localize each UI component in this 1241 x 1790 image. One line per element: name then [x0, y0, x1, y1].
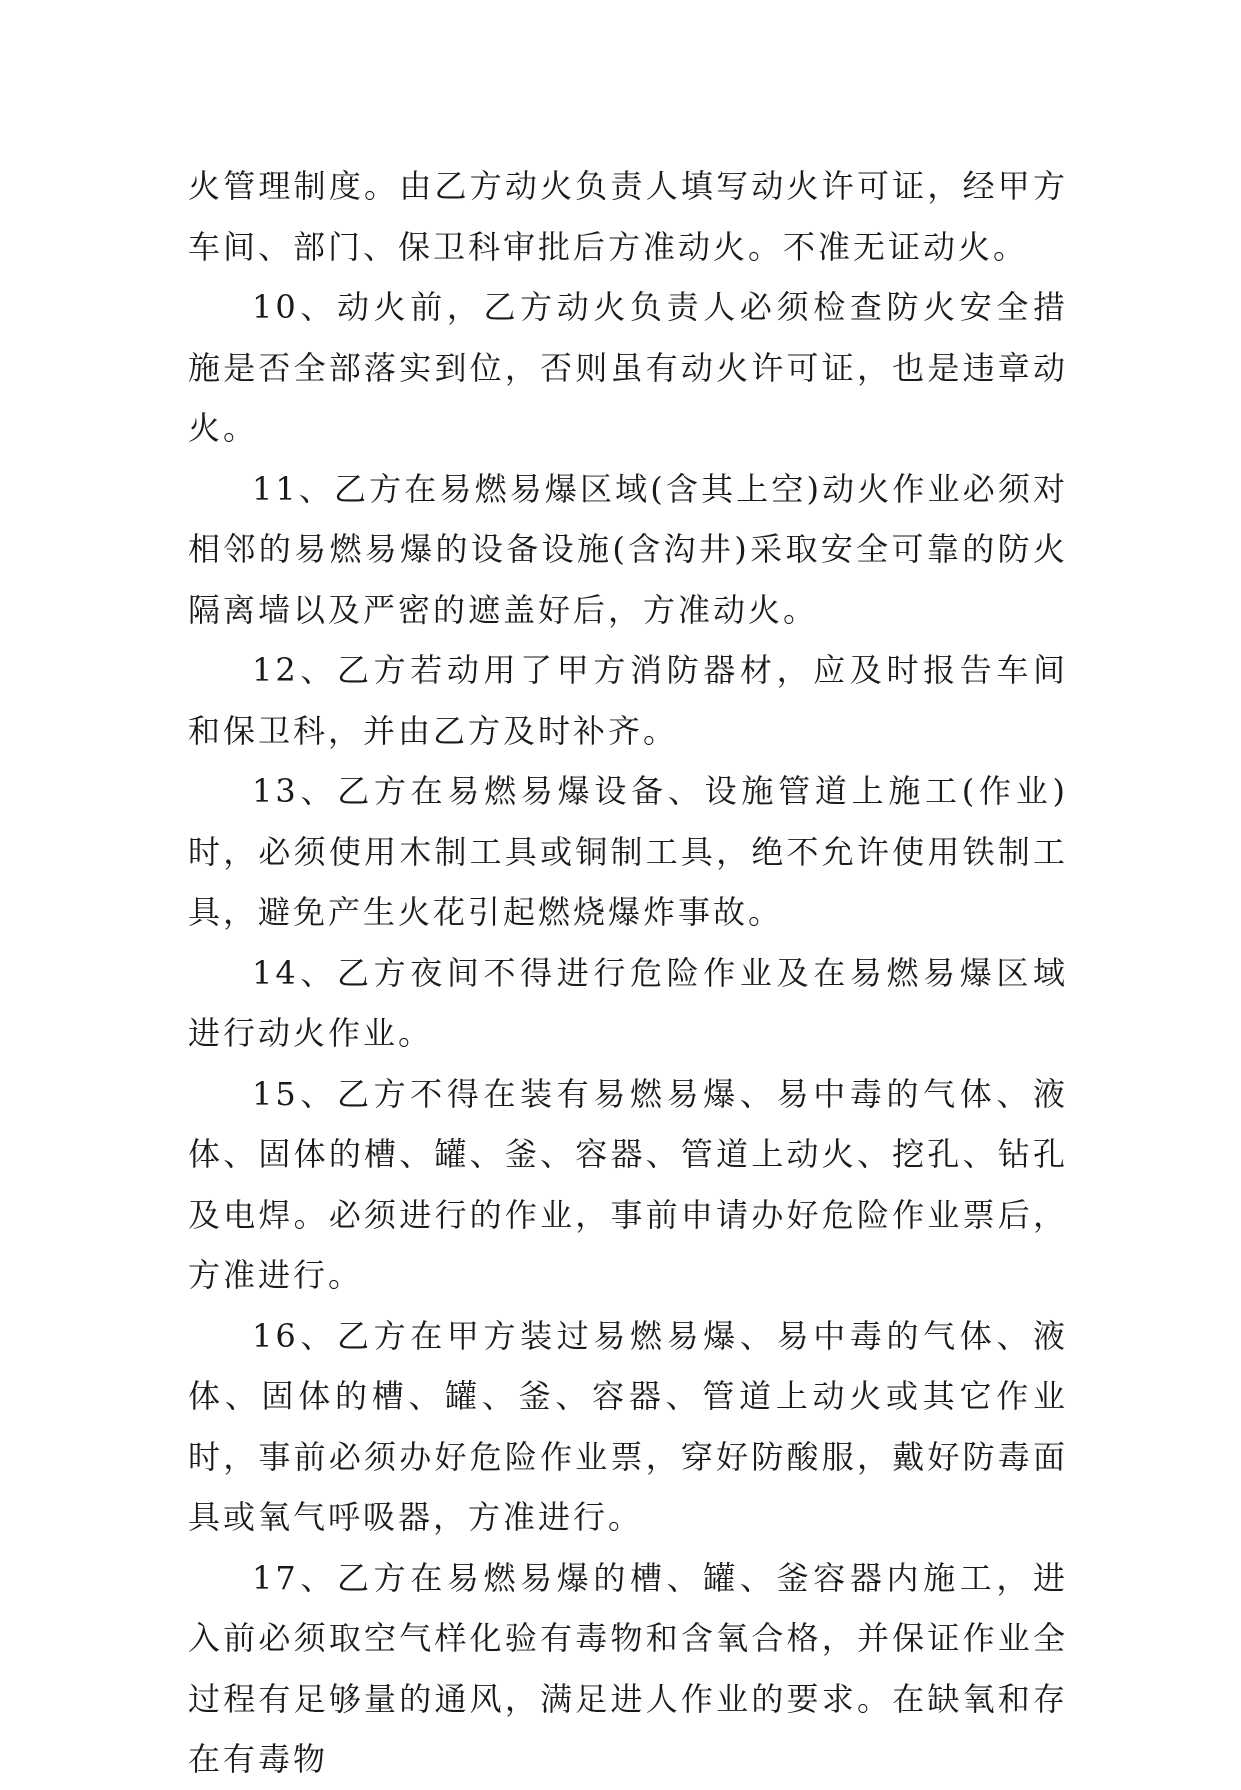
- document-body: [188, 156, 1068, 1790]
- paragraph-item-11: 11、乙方在易燃易爆区域(含其上空)动火作业必须对相邻的易燃易爆的设备设施(含沟井)采取安全可靠的防火隔离墙以及严密的遮盖好后，方准动火。: [188, 469, 1068, 629]
- paragraph-item-13: 13、乙方在易燃易爆设备、设施管道上施工(作业)时，必须使用木制工具或铜制工具，绝不允许使用铁制工具，避免产生火花引起燃烧爆炸事故。: [188, 772, 1068, 931]
- paragraph-item-10: 10、动火前，乙方动火负责人必须检查防火安全措施是否全部落实到位，否则虽有动火许可证，也是违章动火。: [188, 288, 1068, 447]
- paragraph-item-16: 16、乙方在甲方装过易燃易爆、易中毒的气体、液体、固体的槽、罐、釜、容器、管道上动火或其它作业时，事前必须办好危险作业票，穿好防酸服，戴好防毒面具或氧气呼吸器，方准进行。: [188, 1316, 1068, 1536]
- paragraph-item-17: 17、乙方在易燃易爆的槽、罐、釜容器内施工，进入前必须取空气样化验有毒物和含氧合格，并保证作业全过程有足够量的通风，满足进人作业的要求。在缺氧和存在有毒物: [188, 1558, 1068, 1778]
- paragraph-item-15: 15、乙方不得在装有易燃易爆、易中毒的气体、液体、固体的槽、罐、釜、容器、管道上动火、挖孔、钻孔及电焊。必须进行的作业，事前申请办好危险作业票后，方准进行。: [188, 1074, 1068, 1294]
- paragraph-item-14: 14、乙方夜间不得进行危险作业及在易燃易爆区域进行动火作业。: [188, 953, 1068, 1052]
- paragraph-continuation: 火管理制度。由乙方动火负责人填写动火许可证，经甲方车间、部门、保卫科审批后方准动火。不准无证动火。: [188, 167, 1068, 266]
- paragraph-item-12: 12、乙方若动用了甲方消防器材，应及时报告车间和保卫科，并由乙方及时补齐。: [188, 651, 1068, 750]
